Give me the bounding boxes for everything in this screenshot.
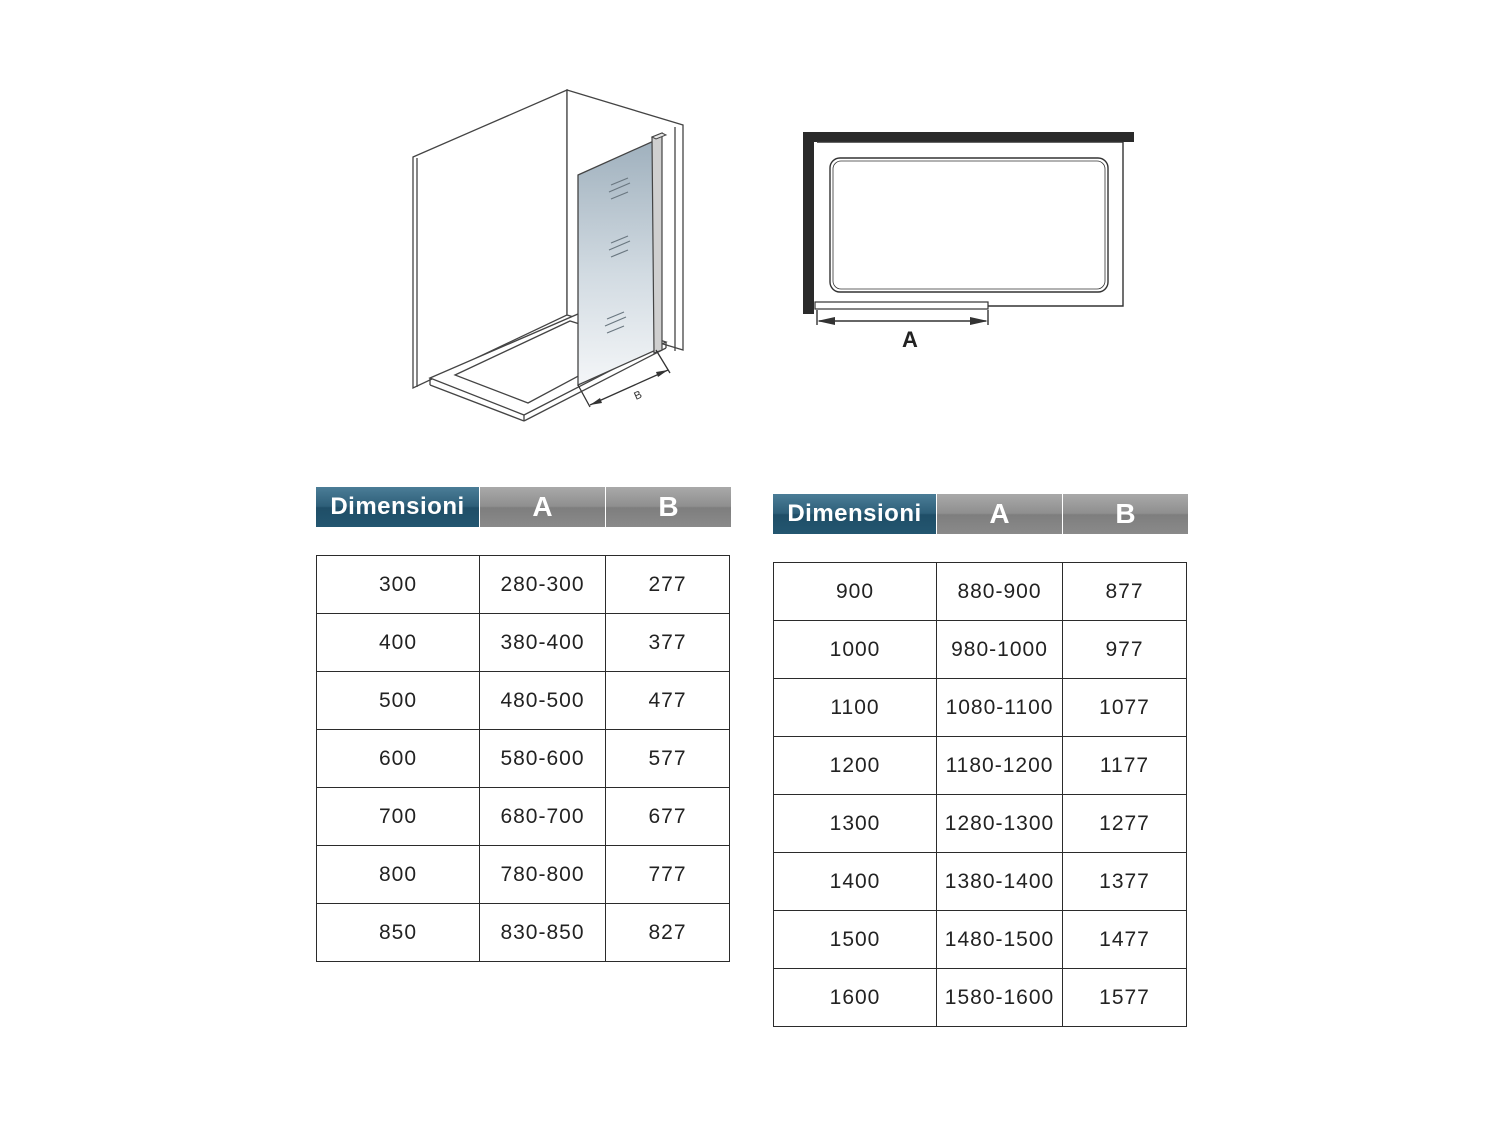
a-cell: 1180-1200 [937, 737, 1063, 794]
table2-header-b: B [1063, 494, 1188, 534]
table1-header [316, 487, 731, 527]
a-cell: 980-1000 [937, 621, 1063, 678]
a-cell: 380-400 [480, 614, 606, 671]
table2 [773, 562, 1187, 1027]
plan-dimension-label: A [902, 327, 918, 352]
a-cell: 480-500 [480, 672, 606, 729]
dimension-cell: 850 [317, 904, 480, 961]
shower-plan-diagram [795, 120, 1145, 360]
dimension-cell: 1000 [774, 621, 937, 678]
b-cell: 377 [648, 630, 687, 654]
b-cell: 1577 [1099, 985, 1150, 1009]
b-cell: 1377 [1099, 869, 1150, 893]
dimension-cell: 1600 [774, 969, 937, 1026]
table-row [774, 969, 1186, 1027]
iso-dimension-label: B [632, 388, 644, 403]
table-row [774, 621, 1186, 679]
dimension-cell: 1400 [774, 853, 937, 910]
a-cell: 1080-1100 [937, 679, 1063, 736]
a-cell: 580-600 [480, 730, 606, 787]
table2-header [773, 494, 1188, 534]
dimension-cell: 600 [317, 730, 480, 787]
table2-header-a: A [937, 494, 1063, 534]
dimension-cell: 500 [317, 672, 480, 729]
b-cell: 1077 [1099, 695, 1150, 719]
table-row [317, 846, 729, 904]
table-row [774, 911, 1186, 969]
table1-header-dimensioni: Dimensioni [316, 487, 480, 527]
table-row [317, 904, 729, 962]
b-cell: 827 [648, 920, 687, 944]
table-row [317, 730, 729, 788]
table-row [317, 788, 729, 846]
dimension-cell: 1500 [774, 911, 937, 968]
dimension-cell: 1100 [774, 679, 937, 736]
table2-header-dimensioni: Dimensioni [773, 494, 937, 534]
table-row [774, 795, 1186, 853]
b-cell: 277 [648, 572, 687, 596]
table-row [317, 672, 729, 730]
dimension-cell: 800 [317, 846, 480, 903]
a-cell: 1580-1600 [937, 969, 1063, 1026]
table1-header-a: A [480, 487, 606, 527]
b-cell: 577 [648, 746, 687, 770]
a-cell: 1380-1400 [937, 853, 1063, 910]
a-cell: 830-850 [480, 904, 606, 961]
table1 [316, 555, 730, 962]
table1-header-b: B [606, 487, 731, 527]
b-cell: 677 [648, 804, 687, 828]
b-cell: 1477 [1099, 927, 1150, 951]
shower-isometric-diagram [400, 85, 700, 425]
dimension-cell: 700 [317, 788, 480, 845]
a-cell: 880-900 [937, 563, 1063, 620]
b-cell: 877 [1105, 579, 1144, 603]
a-cell: 680-700 [480, 788, 606, 845]
a-cell: 1480-1500 [937, 911, 1063, 968]
a-cell: 280-300 [480, 556, 606, 613]
table-row [774, 679, 1186, 737]
b-cell: 777 [648, 862, 687, 886]
dimension-cell: 400 [317, 614, 480, 671]
table-row [774, 853, 1186, 911]
a-cell: 1280-1300 [937, 795, 1063, 852]
dimension-cell: 300 [317, 556, 480, 613]
b-cell: 1177 [1099, 753, 1150, 777]
table-row [317, 614, 729, 672]
table-row [317, 556, 729, 614]
b-cell: 977 [1105, 637, 1144, 661]
table-row [774, 737, 1186, 795]
dimension-cell: 1300 [774, 795, 937, 852]
a-cell: 780-800 [480, 846, 606, 903]
dimension-cell: 900 [774, 563, 937, 620]
b-cell: 1277 [1099, 811, 1150, 835]
dimension-cell: 1200 [774, 737, 937, 794]
table-row [774, 563, 1186, 621]
b-cell: 477 [648, 688, 687, 712]
